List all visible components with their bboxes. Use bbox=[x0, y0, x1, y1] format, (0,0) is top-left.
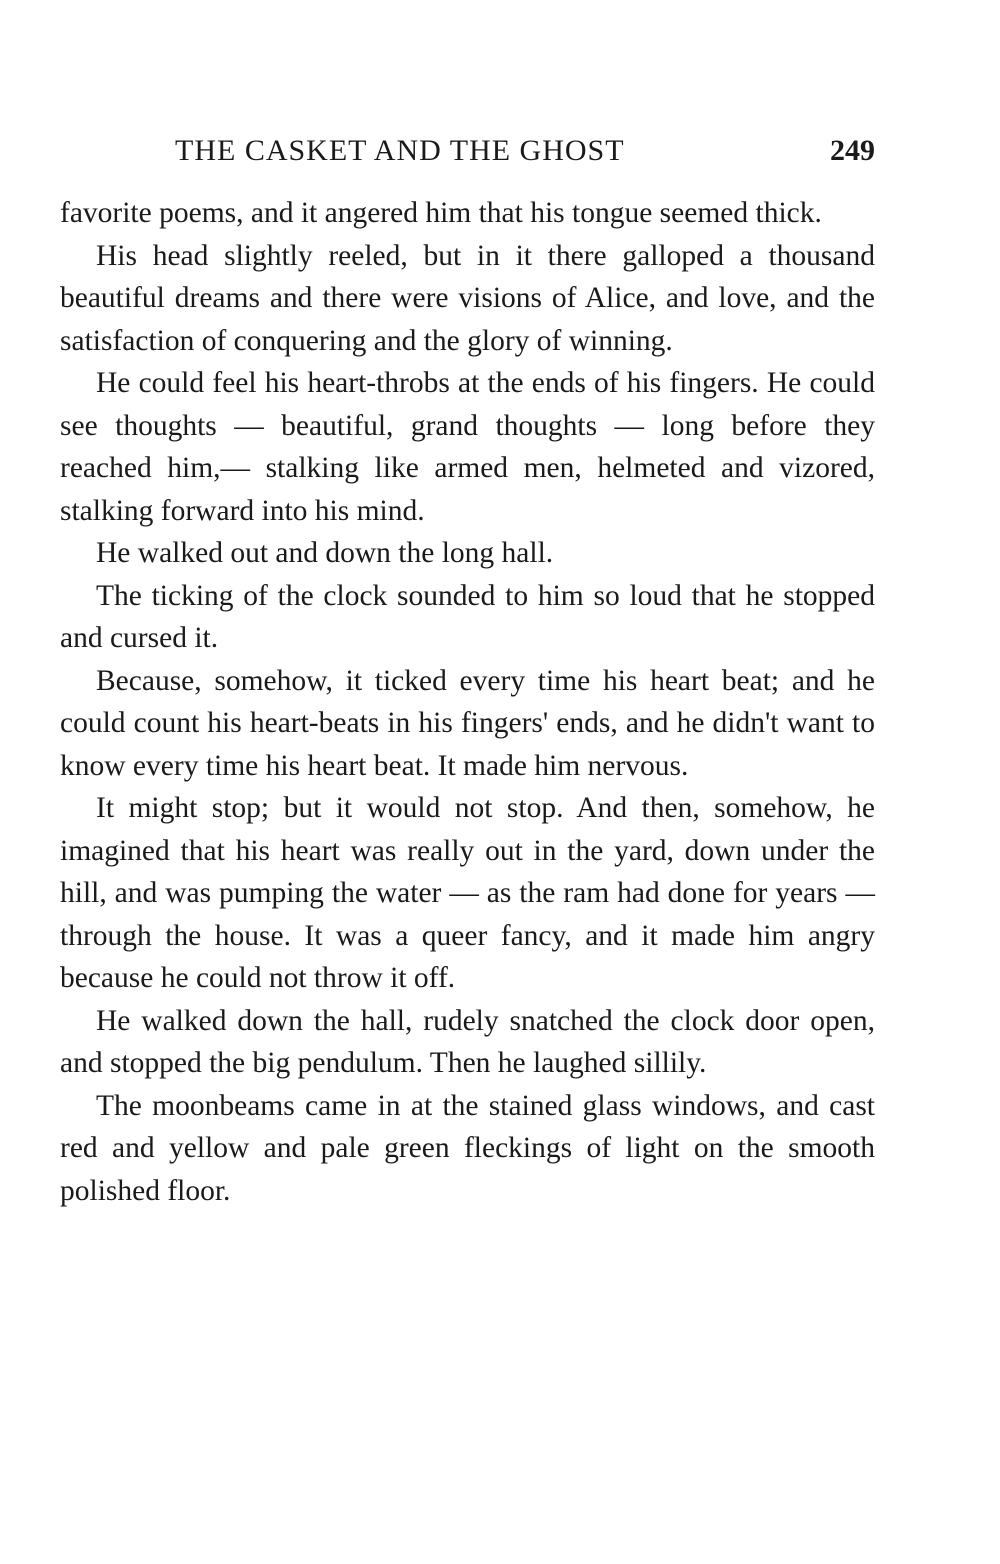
paragraph: It might stop; but it would not stop. And then, somehow, he imagined that his heart was really out in the yard, down under the hill, and was pumping the water — as the ram had done for years — through the house. It was a queer fancy, and it made him angry because he could not throw it off. bbox=[60, 792, 875, 994]
paragraph: He walked out and down the long hall. bbox=[96, 537, 554, 569]
paragraph: The moonbeams came in at the stained glass windows, and cast red and yellow and pale green fleckings of light on the smooth polished floor. bbox=[60, 1089, 875, 1207]
page-number: 249 bbox=[830, 134, 875, 167]
paragraph: His head slightly reeled, but in it there galloped a thousand beautiful dreams and there were visions of Alice, and love, and the satisfaction of conquering and the glory of winning. bbox=[60, 239, 875, 357]
body-text bbox=[60, 192, 875, 1212]
running-title: THE CASKET AND THE GHOST bbox=[175, 134, 625, 167]
paragraph: The ticking of the clock sounded to him so loud that he stopped and cursed it. bbox=[60, 579, 875, 654]
paragraph: He could feel his heart-throbs at the ends of his fingers. He could see thoughts — beautiful, grand thoughts — long before they reached him,— stalking like armed men, helmeted and vizored, stalking forward into his mind. bbox=[60, 367, 875, 527]
running-head bbox=[60, 128, 875, 174]
paragraph: He walked down the hall, rudely snatched the clock door open, and stopped the big pendulum. Then he laughed sillily. bbox=[60, 1004, 875, 1079]
paragraph: Because, somehow, it ticked every time his heart beat; and he could count his heart-beats in his fingers' ends, and he didn't want to know every time his heart beat. It made him nervous. bbox=[60, 664, 875, 782]
paragraph-continued: favorite poems, and it angered him that his tongue seemed thick. bbox=[60, 197, 822, 229]
